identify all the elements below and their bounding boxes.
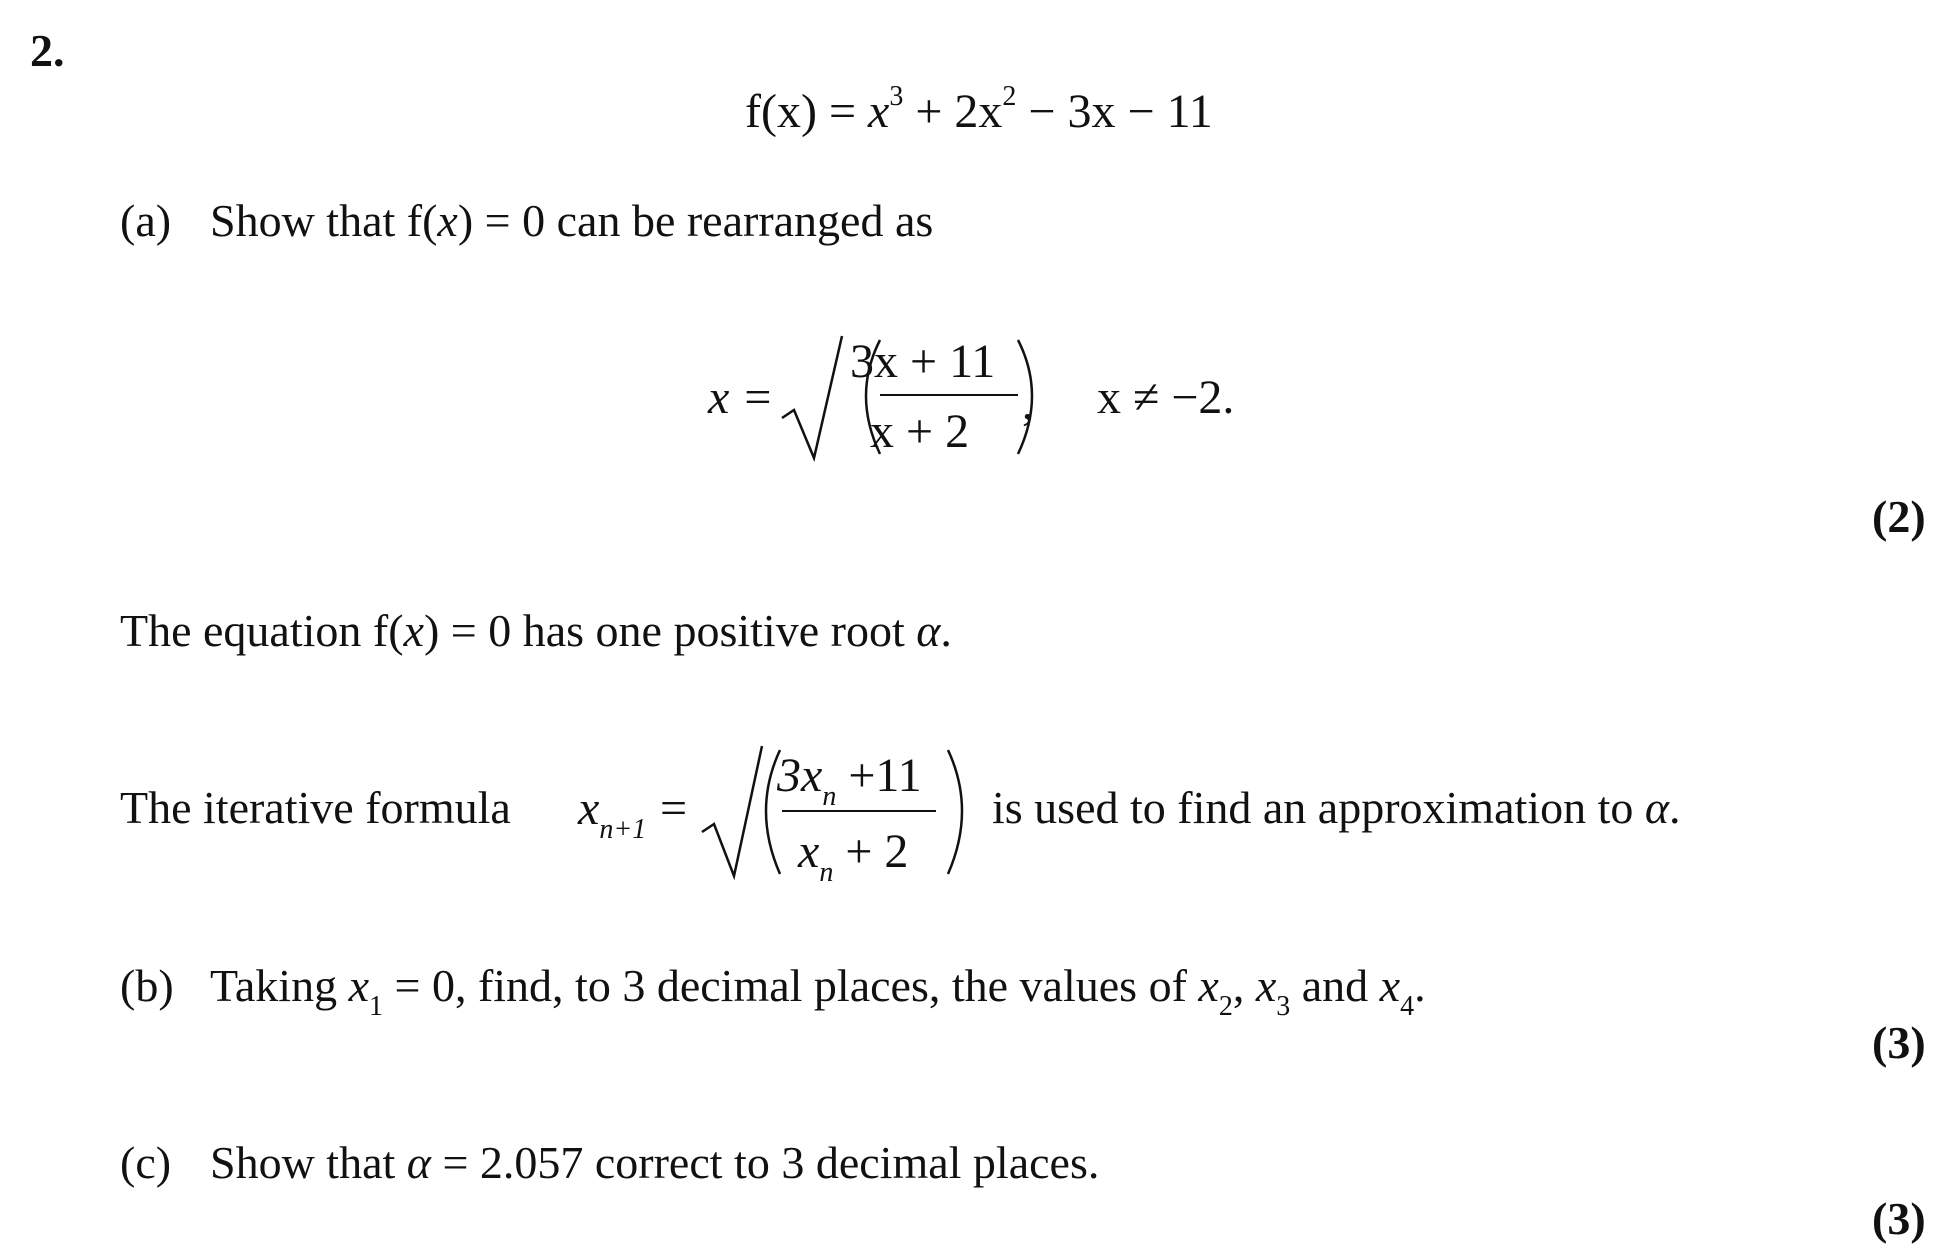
part-a-text-suffix: ) = 0 can be rearranged as (457, 195, 934, 246)
iterative-suffix-text: is used to find an approximation to (992, 782, 1634, 833)
part-c-text (210, 1137, 1100, 1188)
rearranged-comma: , (1022, 377, 1034, 430)
part-a-text-prefix: Show that f( (210, 195, 438, 246)
iterative-num-rest: +11 (848, 749, 922, 802)
rearranged-lhs: x = (708, 371, 774, 424)
iterative-lhs-var: x (578, 782, 600, 835)
iterative-prefix: The iterative formula (120, 782, 511, 833)
part-b-x3-sub: 3 (1276, 991, 1291, 1022)
term2: + 2x (915, 85, 1003, 138)
iterative-den-rest: + 2 (845, 825, 909, 878)
iterative-den-sub: n (819, 857, 834, 888)
part-b-x2-sub: 2 (1218, 991, 1233, 1022)
part-c-alpha: α (406, 1137, 431, 1188)
part-c-label: (c) (120, 1137, 172, 1188)
part-b-text (210, 960, 1426, 1022)
iterative-suffix (992, 782, 1681, 833)
term3: − 3x − 11 (1028, 85, 1213, 138)
part-b-x1-sub: 1 (369, 991, 384, 1022)
iterative-num-coef: 3x (777, 749, 823, 802)
iterative-denominator (798, 825, 909, 888)
function-lhs: f(x) = (745, 85, 857, 138)
root-alpha: α (916, 605, 941, 656)
root-statement-suffix: ) = 0 has one positive root (423, 605, 905, 656)
iterative-numerator (777, 749, 922, 812)
root-statement-end: . (940, 605, 952, 656)
part-b-end: . (1414, 960, 1426, 1011)
part-b-x4-var: x (1379, 960, 1401, 1011)
iterative-lhs (578, 782, 647, 845)
part-b-text2: = 0, find, to 3 decimal places, the values of (394, 960, 1187, 1011)
iterative-equals: = (660, 782, 688, 835)
fraction-a-denominator: x + 2 (870, 405, 970, 458)
part-b-x2-var: x (1198, 960, 1219, 1011)
fraction-a-numerator: 3x + 11 (850, 335, 996, 388)
part-c-text1: Show that (210, 1137, 396, 1188)
question-number: 2. (30, 25, 65, 76)
part-a-label: (a) (120, 195, 172, 246)
term1-base: x (868, 85, 890, 138)
part-b-x3-var: x (1255, 960, 1277, 1011)
iterative-num-sub: n (822, 781, 837, 812)
iterative-den-var: x (798, 825, 820, 878)
function-definition (745, 81, 1213, 138)
part-b-label: (b) (120, 960, 174, 1011)
iterative-end: . (1669, 782, 1681, 833)
part-b-x4-sub: 4 (1400, 991, 1415, 1022)
root-statement-prefix: The equation f( (120, 605, 404, 656)
part-b-text1: Taking (210, 960, 338, 1011)
rearranged-condition: x ≠ −2. (1097, 371, 1235, 424)
part-a-text (210, 195, 934, 246)
part-b-and: and (1301, 960, 1369, 1011)
part-c-text2: = 2.057 correct to 3 decimal places. (442, 1137, 1100, 1188)
root-statement-var: x (403, 605, 424, 656)
part-b-marks: (3) (1872, 1017, 1926, 1068)
iterative-alpha: α (1644, 782, 1670, 833)
part-c-marks: (3) (1872, 1193, 1926, 1244)
part-a-marks: (2) (1872, 491, 1926, 542)
term1-exponent: 3 (889, 81, 904, 112)
iterative-lhs-sub: n+1 (599, 814, 647, 845)
part-a-text-var: x (437, 195, 458, 246)
part-b-sep1: , (1232, 960, 1245, 1011)
term2-exponent: 2 (1002, 81, 1017, 112)
part-b-x1-var: x (348, 960, 370, 1011)
root-statement (120, 605, 952, 656)
